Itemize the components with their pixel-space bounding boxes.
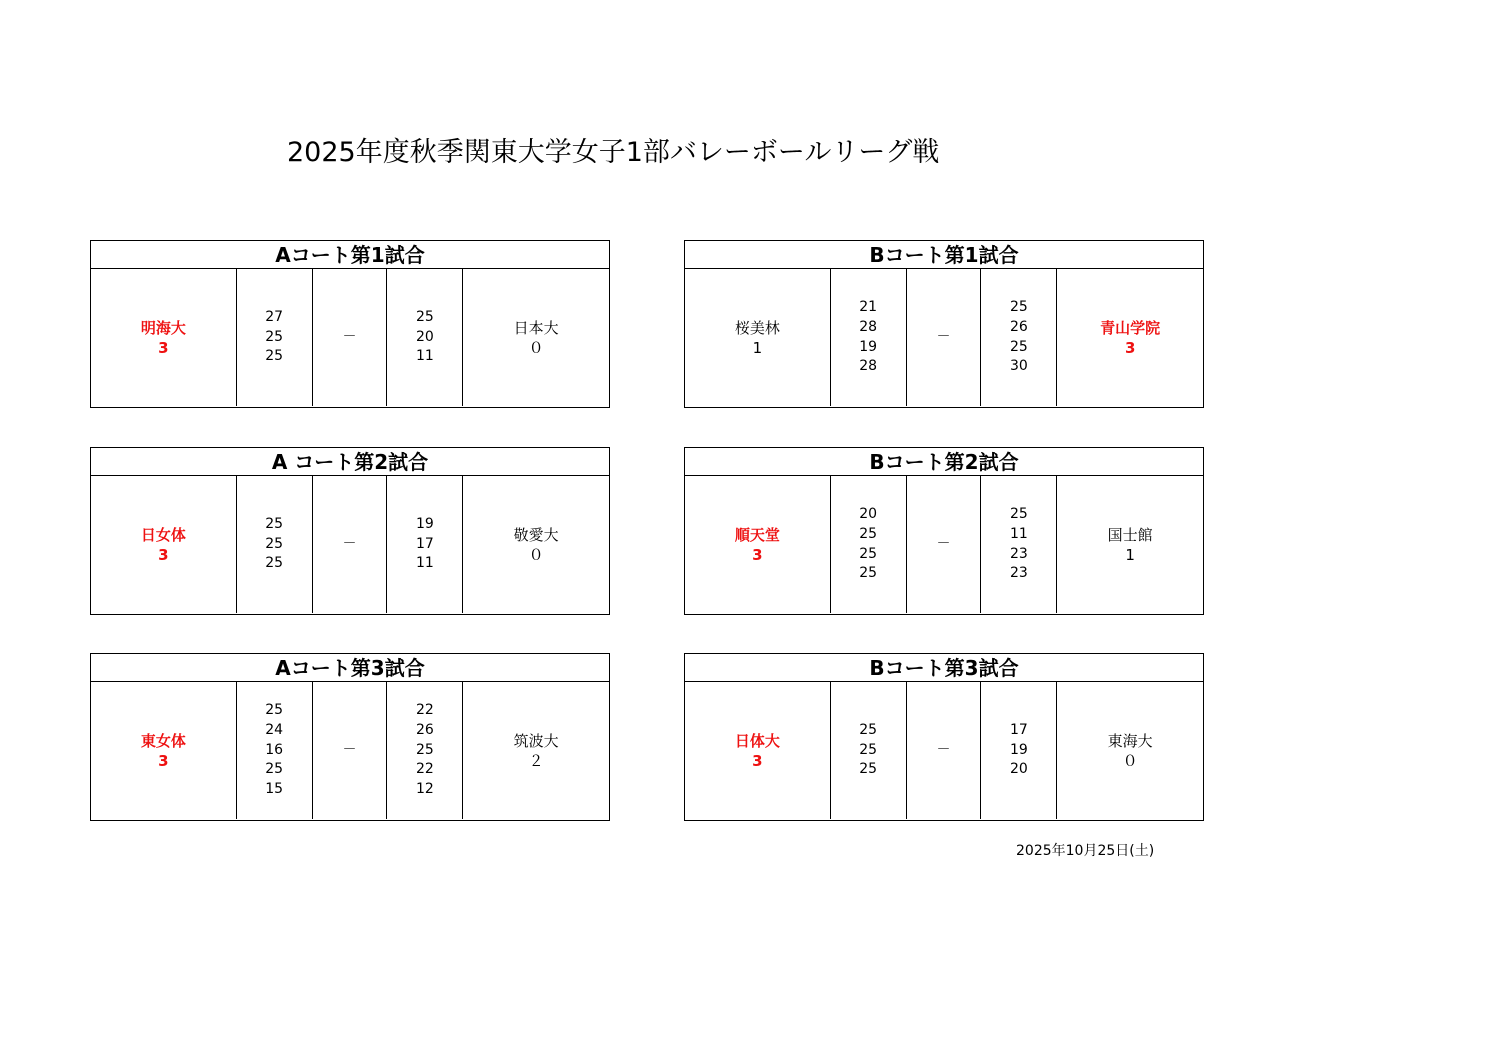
set-score: 25 [265, 328, 284, 345]
set-score: 20 [859, 505, 878, 522]
match-a-court-3 [90, 653, 610, 821]
left-team-name: 日体大 [734, 731, 780, 750]
separator-dash: － [936, 535, 951, 552]
left-set-scores [831, 269, 907, 406]
right-set-scores [387, 269, 463, 406]
court-match-label: Bコート第1試合 [685, 241, 1203, 269]
right-team-cell [463, 682, 609, 819]
match-date: 2025年10月25日(土) [1016, 843, 1155, 859]
right-set-scores [387, 476, 463, 613]
court-match-label: A コート第2試合 [91, 448, 609, 476]
left-team-sets-won: 3 [158, 545, 169, 564]
left-team-sets-won: 3 [158, 751, 169, 770]
set-score: 26 [1009, 318, 1028, 335]
set-score: 25 [1009, 298, 1028, 315]
right-set-scores [981, 682, 1057, 819]
set-score: 21 [859, 298, 878, 315]
score-separator [907, 682, 982, 819]
right-team-sets-won: ２ [528, 751, 544, 770]
score-separator [907, 476, 982, 613]
score-separator [313, 682, 388, 819]
set-score: 27 [265, 308, 284, 325]
right-team-sets-won: 3 [1124, 338, 1136, 357]
left-team-cell [91, 269, 237, 406]
left-team-cell [685, 476, 831, 613]
left-team-cell [685, 682, 831, 819]
right-team-name: 敬愛大 [513, 525, 559, 544]
left-team-sets-won: 3 [752, 545, 763, 564]
set-score: 25 [265, 348, 284, 365]
set-score: 25 [265, 555, 284, 572]
right-team-name: 国士館 [1107, 525, 1153, 544]
set-score: 25 [265, 761, 284, 778]
set-score: 25 [1009, 505, 1028, 522]
left-set-scores [237, 682, 313, 819]
left-team-cell [685, 269, 831, 406]
set-score: 17 [415, 535, 434, 552]
set-score: 26 [415, 721, 434, 738]
right-team-name: 筑波大 [513, 731, 559, 750]
left-team-name: 桜美林 [734, 318, 780, 337]
set-score: 25 [859, 525, 878, 542]
match-body [91, 682, 609, 819]
set-score: 20 [1009, 761, 1028, 778]
set-score: 20 [415, 328, 434, 345]
left-team-sets-won: 1 [752, 338, 763, 357]
set-score: 17 [1009, 721, 1028, 738]
right-team-cell [1057, 269, 1203, 406]
match-a-court-1 [90, 240, 610, 408]
set-score: 25 [859, 565, 878, 582]
right-set-scores [981, 476, 1057, 613]
match-body [91, 476, 609, 613]
left-team-name: 日女体 [140, 525, 186, 544]
set-score: 19 [1009, 741, 1028, 758]
match-body [685, 476, 1203, 613]
right-team-name: 東海大 [1107, 731, 1153, 750]
match-body [685, 682, 1203, 819]
set-score: 22 [415, 702, 434, 718]
set-score: 25 [415, 308, 434, 325]
right-team-cell [463, 269, 609, 406]
right-team-name: 日本大 [513, 318, 559, 337]
set-score: 25 [859, 545, 878, 562]
page-title: 2025年度秋季関東大学女子1部バレーボールリーグ戦 [287, 137, 940, 168]
set-score: 25 [859, 721, 878, 738]
set-score: 25 [1009, 338, 1028, 355]
score-separator [907, 269, 982, 406]
set-score: 30 [1009, 358, 1028, 375]
set-score: 25 [859, 761, 878, 778]
set-score: 24 [265, 721, 284, 738]
set-score: 25 [415, 741, 434, 758]
set-score: 23 [1009, 545, 1028, 562]
left-team-name: 順天堂 [734, 525, 780, 544]
left-set-scores [831, 682, 907, 819]
right-set-scores [387, 682, 463, 819]
match-b-court-2 [684, 447, 1204, 615]
separator-dash: － [342, 328, 357, 345]
right-team-sets-won: 1 [1125, 545, 1135, 564]
match-a-court-2 [90, 447, 610, 615]
set-score: 16 [265, 741, 284, 758]
right-team-cell [1057, 682, 1203, 819]
score-separator [313, 269, 388, 406]
set-score: 11 [415, 555, 434, 572]
set-score: 23 [1009, 565, 1028, 582]
right-team-cell [1057, 476, 1203, 613]
set-score: 15 [265, 781, 284, 798]
separator-dash: － [342, 535, 357, 552]
right-team-sets-won: ０ [1122, 751, 1138, 770]
left-set-scores [237, 269, 313, 406]
score-separator [313, 476, 388, 613]
right-team-sets-won: ０ [528, 545, 544, 564]
left-team-cell [91, 682, 237, 819]
set-score: 25 [859, 741, 878, 758]
left-team-sets-won: 3 [752, 751, 763, 770]
set-score: 11 [1009, 525, 1028, 542]
right-team-name: 青山学院 [1100, 318, 1161, 337]
right-team-sets-won: ０ [528, 338, 544, 357]
set-score: 25 [265, 702, 284, 718]
separator-dash: － [936, 328, 951, 345]
match-body [91, 269, 609, 406]
left-team-cell [91, 476, 237, 613]
right-team-cell [463, 476, 609, 613]
set-score: 25 [265, 535, 284, 552]
separator-dash: － [936, 741, 951, 758]
court-match-label: Bコート第3試合 [685, 654, 1203, 682]
set-score: 28 [859, 318, 878, 335]
left-set-scores [831, 476, 907, 613]
left-team-name: 明海大 [140, 318, 186, 337]
left-set-scores [237, 476, 313, 613]
set-score: 28 [859, 358, 878, 375]
match-body [685, 269, 1203, 406]
set-score: 19 [415, 515, 434, 532]
court-match-label: Bコート第2試合 [685, 448, 1203, 476]
court-match-label: Aコート第1試合 [91, 241, 609, 269]
set-score: 11 [415, 348, 434, 365]
court-match-label: Aコート第3試合 [91, 654, 609, 682]
set-score: 22 [415, 761, 434, 778]
right-set-scores [981, 269, 1057, 406]
set-score: 12 [415, 781, 434, 798]
match-b-court-3 [684, 653, 1204, 821]
set-score: 19 [859, 338, 878, 355]
left-team-name: 東女体 [140, 731, 186, 750]
separator-dash: － [342, 741, 357, 758]
set-score: 25 [265, 515, 284, 532]
match-b-court-1 [684, 240, 1204, 408]
left-team-sets-won: 3 [158, 338, 169, 357]
